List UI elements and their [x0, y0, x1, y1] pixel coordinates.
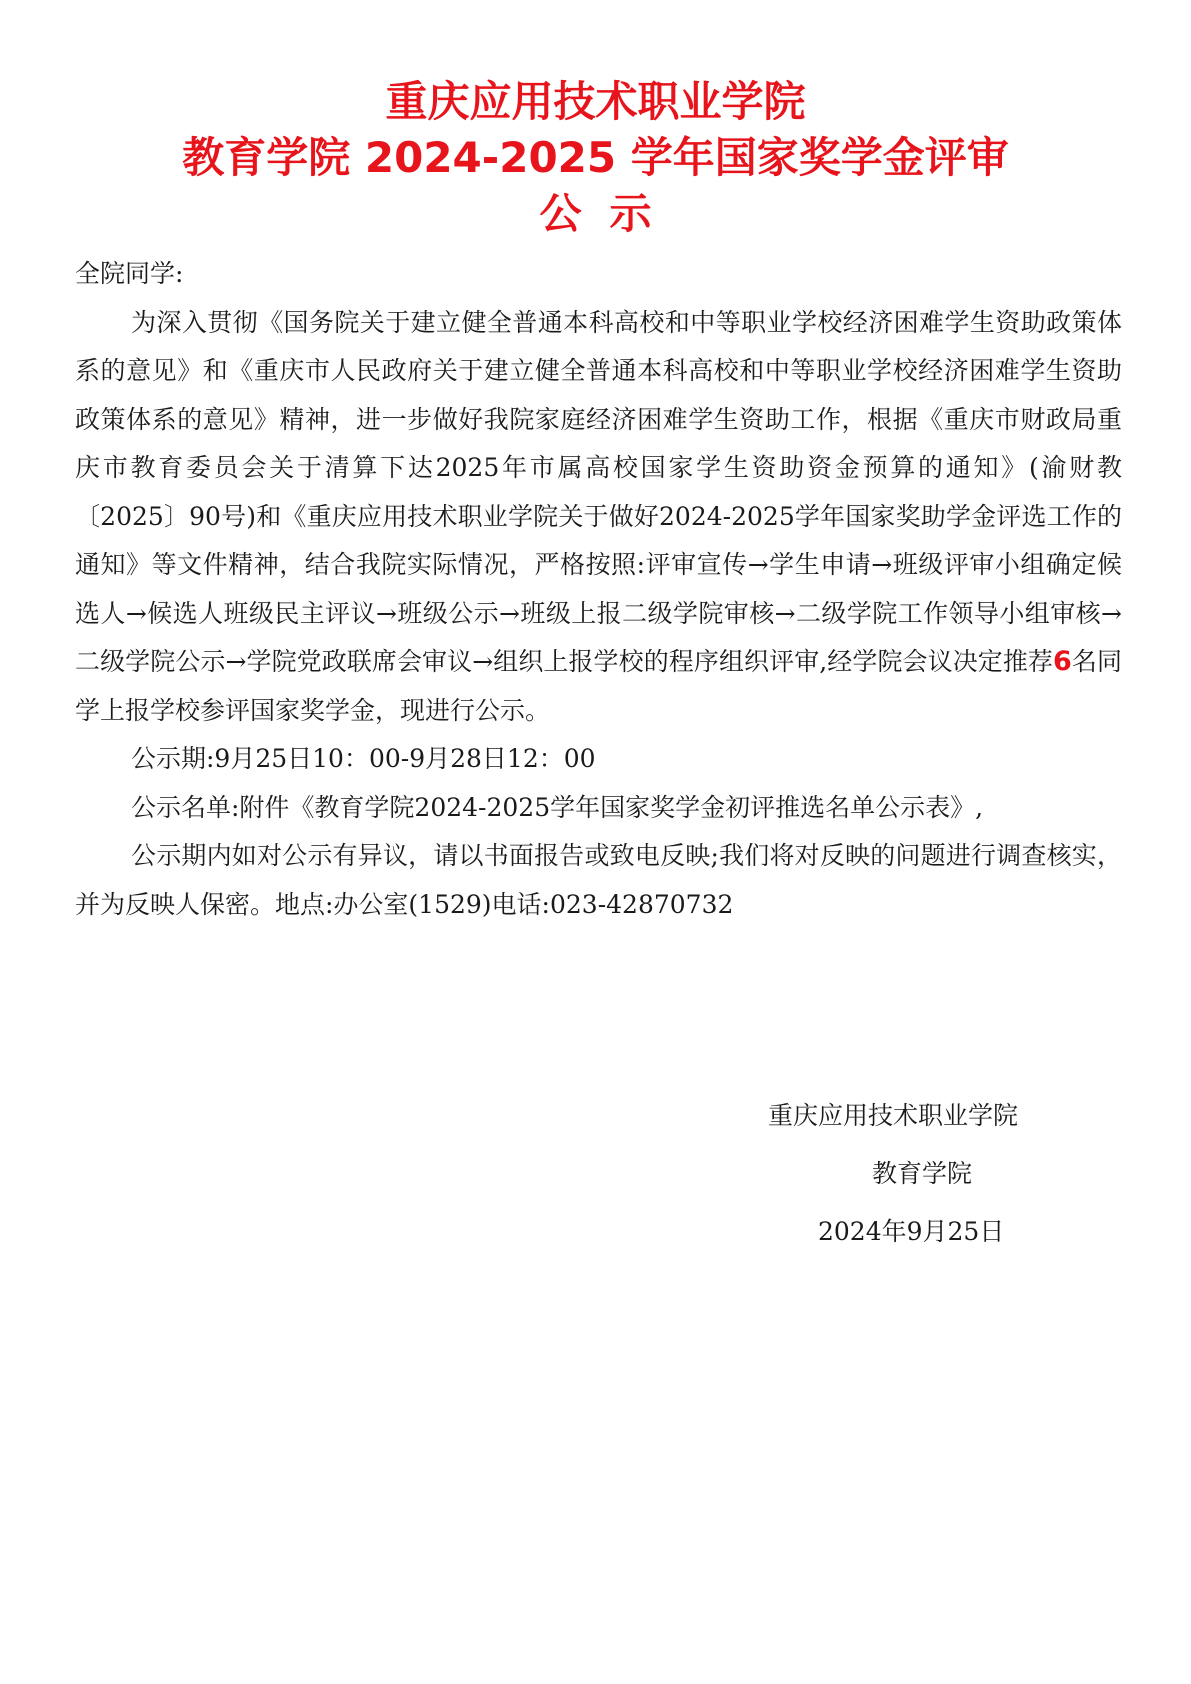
objection-paragraph: 公示期内如对公示有异议，请以书面报告或致电反映;我们将对反映的问题进行调查核实，并为反映人保密。地点:办公室(1529)电话:023-42870732	[75, 841, 1122, 919]
notice-list: 公示名单:附件《教育学院2024-2025学年国家奖学金初评推选名单公示表》,	[131, 792, 984, 822]
institution-title: 重庆应用技术职业学院	[385, 77, 806, 126]
signature-date: 2024年9月25日	[818, 1217, 1005, 1246]
document-body	[75, 250, 1122, 929]
document-header	[0, 74, 1191, 242]
notice-period: 公示期:9月25日10：00-9月28日12：00	[131, 744, 596, 773]
recommend-count: 6	[1053, 646, 1072, 677]
notice-title: 教育学院 2024-2025 学年国家奖学金评审	[182, 133, 1009, 182]
main-paragraph	[75, 299, 1122, 736]
greeting: 全院同学:	[75, 259, 184, 288]
signature-org: 重庆应用技术职业学院	[768, 1101, 1019, 1130]
main-paragraph-text: 为深入贯彻《国务院关于建立健全普通本科高校和中等职业学校经济困难学生资助政策体系的意见》和《重庆市人民政府关于建立健全普通本科高校和中等职业学校经济困难学生资助政策体系的意见》精神，进一步做好我院家庭经济困难学生资助工作，根据《重庆市财政局重庆市教育委员会关于清算下达2025年市属高校国家学生资助资金预算的通知》(渝财教〔2025〕90号)和《重庆应用技术职业学院关于做好2024-2025学年国家奖助学金评选工作的通知》等文件精神，结合我院实际情况，严格按照:评审宣传→学生申请→班级评审小组确定候选人→候选人班级民主评议→班级公示→班级上报二级学院审核→二级学院工作领导小组审核→二级学院公示→学院党政联席会审议→组织上报学校的程序组织评审,经学院会议决定推荐	[75, 307, 1122, 676]
notice-label: 公示	[539, 189, 680, 238]
main-paragraph-ending: 名同学上报学校参评国家奖学金，现进行公示。	[75, 647, 1122, 725]
signature-dept: 教育学院	[872, 1159, 973, 1188]
